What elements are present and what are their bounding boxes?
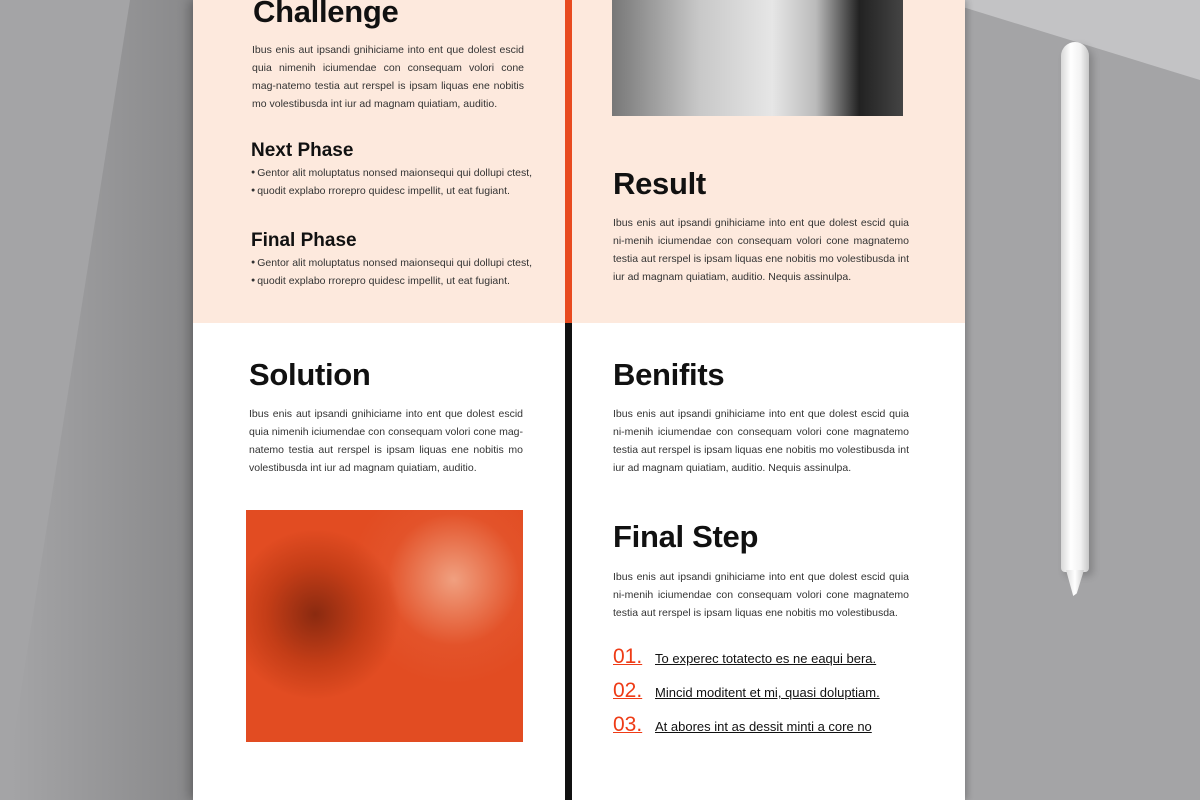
item-text: To experec totatecto es ne eaqui bera.: [655, 651, 877, 666]
list-item: ● Gentor alit moluptatus nonsed maionsequi qui dollupi ctest,: [251, 254, 532, 272]
list-item: [613, 713, 880, 747]
benefits-heading: Benifits: [613, 357, 725, 392]
stylus-tip: [1066, 570, 1084, 596]
next-phase-list: [251, 164, 532, 200]
document-page: [193, 0, 965, 800]
list-item: [613, 679, 880, 713]
result-body: Ibus enis aut ipsandi gnihiciame into ent que dolest escid quia ni-menih iciumendae con consequam volori cone magnatemo testia aut rerspel is ipsam liquas ene nobitis mo volestibusda int iur ad magnam quiatiam, auditio. Nequis assinulpa.: [613, 217, 909, 283]
solution-body: Ibus enis aut ipsandi gnihiciame into ent que dolest escid quia nimenih iciumendae con consequam volori cone mag-natemo testia aut rerspel is ipsam liquas ene nobitis mo volestibusda int iur ad magnam quiatiam, auditio.: [249, 408, 523, 474]
benefits-body: Ibus enis aut ipsandi gnihiciame into ent que dolest escid quia ni-menih iciumendae con consequam volori cone magnatemo testia aut rerspel is ipsam liquas ene nobitis mo volestibusda int iur ad magnam quiatiam, auditio. Nequis assinulpa.: [613, 408, 909, 474]
final-step-body: Ibus enis aut ipsandi gnihiciame into ent que dolest escid quia ni-menih iciumendae con consequam volori cone magnatemo testia aut rerspel is ipsam liquas ene nobitis mo volestibusda.: [613, 571, 909, 619]
list-item: ● quodit explabo rrorepro quidesc impellit, ut eat fugiant.: [251, 182, 532, 200]
page-shadow: [10, 0, 210, 800]
item-number: 01.: [613, 645, 643, 668]
item-number: 03.: [613, 713, 643, 736]
list-item: ● quodit explabo rrorepro quidesc impellit, ut eat fugiant.: [251, 272, 532, 290]
item-text: At abores int as dessit minti a core no: [655, 719, 872, 734]
result-heading: Result: [613, 166, 706, 201]
challenge-body: Ibus enis aut ipsandi gnihiciame into ent que dolest escid quia nimenih iciumendae con consequam volori cone mag-natemo testia aut rerspel is ipsam liquas ene nobitis mo volestibusda int iur ad magnam quiatiam, auditio.: [252, 44, 524, 110]
stylus-pencil: [1061, 42, 1089, 572]
final-phase-heading: Final Phase: [251, 230, 357, 251]
item-number: 02.: [613, 679, 643, 702]
solution-heading: Solution: [249, 357, 371, 392]
divider-black: [565, 323, 572, 800]
challenge-heading: Challenge: [253, 0, 399, 29]
meeting-photo: [246, 510, 523, 742]
office-photo: [612, 0, 903, 116]
final-step-list: [613, 645, 880, 747]
list-item: [613, 645, 880, 679]
list-item: ● Gentor alit moluptatus nonsed maionsequi qui dollupi ctest,: [251, 164, 532, 182]
next-phase-heading: Next Phase: [251, 140, 354, 161]
item-text: Mincid moditent et mi, quasi doluptiam.: [655, 685, 880, 700]
final-step-heading: Final Step: [613, 519, 759, 554]
divider-orange: [565, 0, 572, 323]
final-phase-list: [251, 254, 532, 290]
